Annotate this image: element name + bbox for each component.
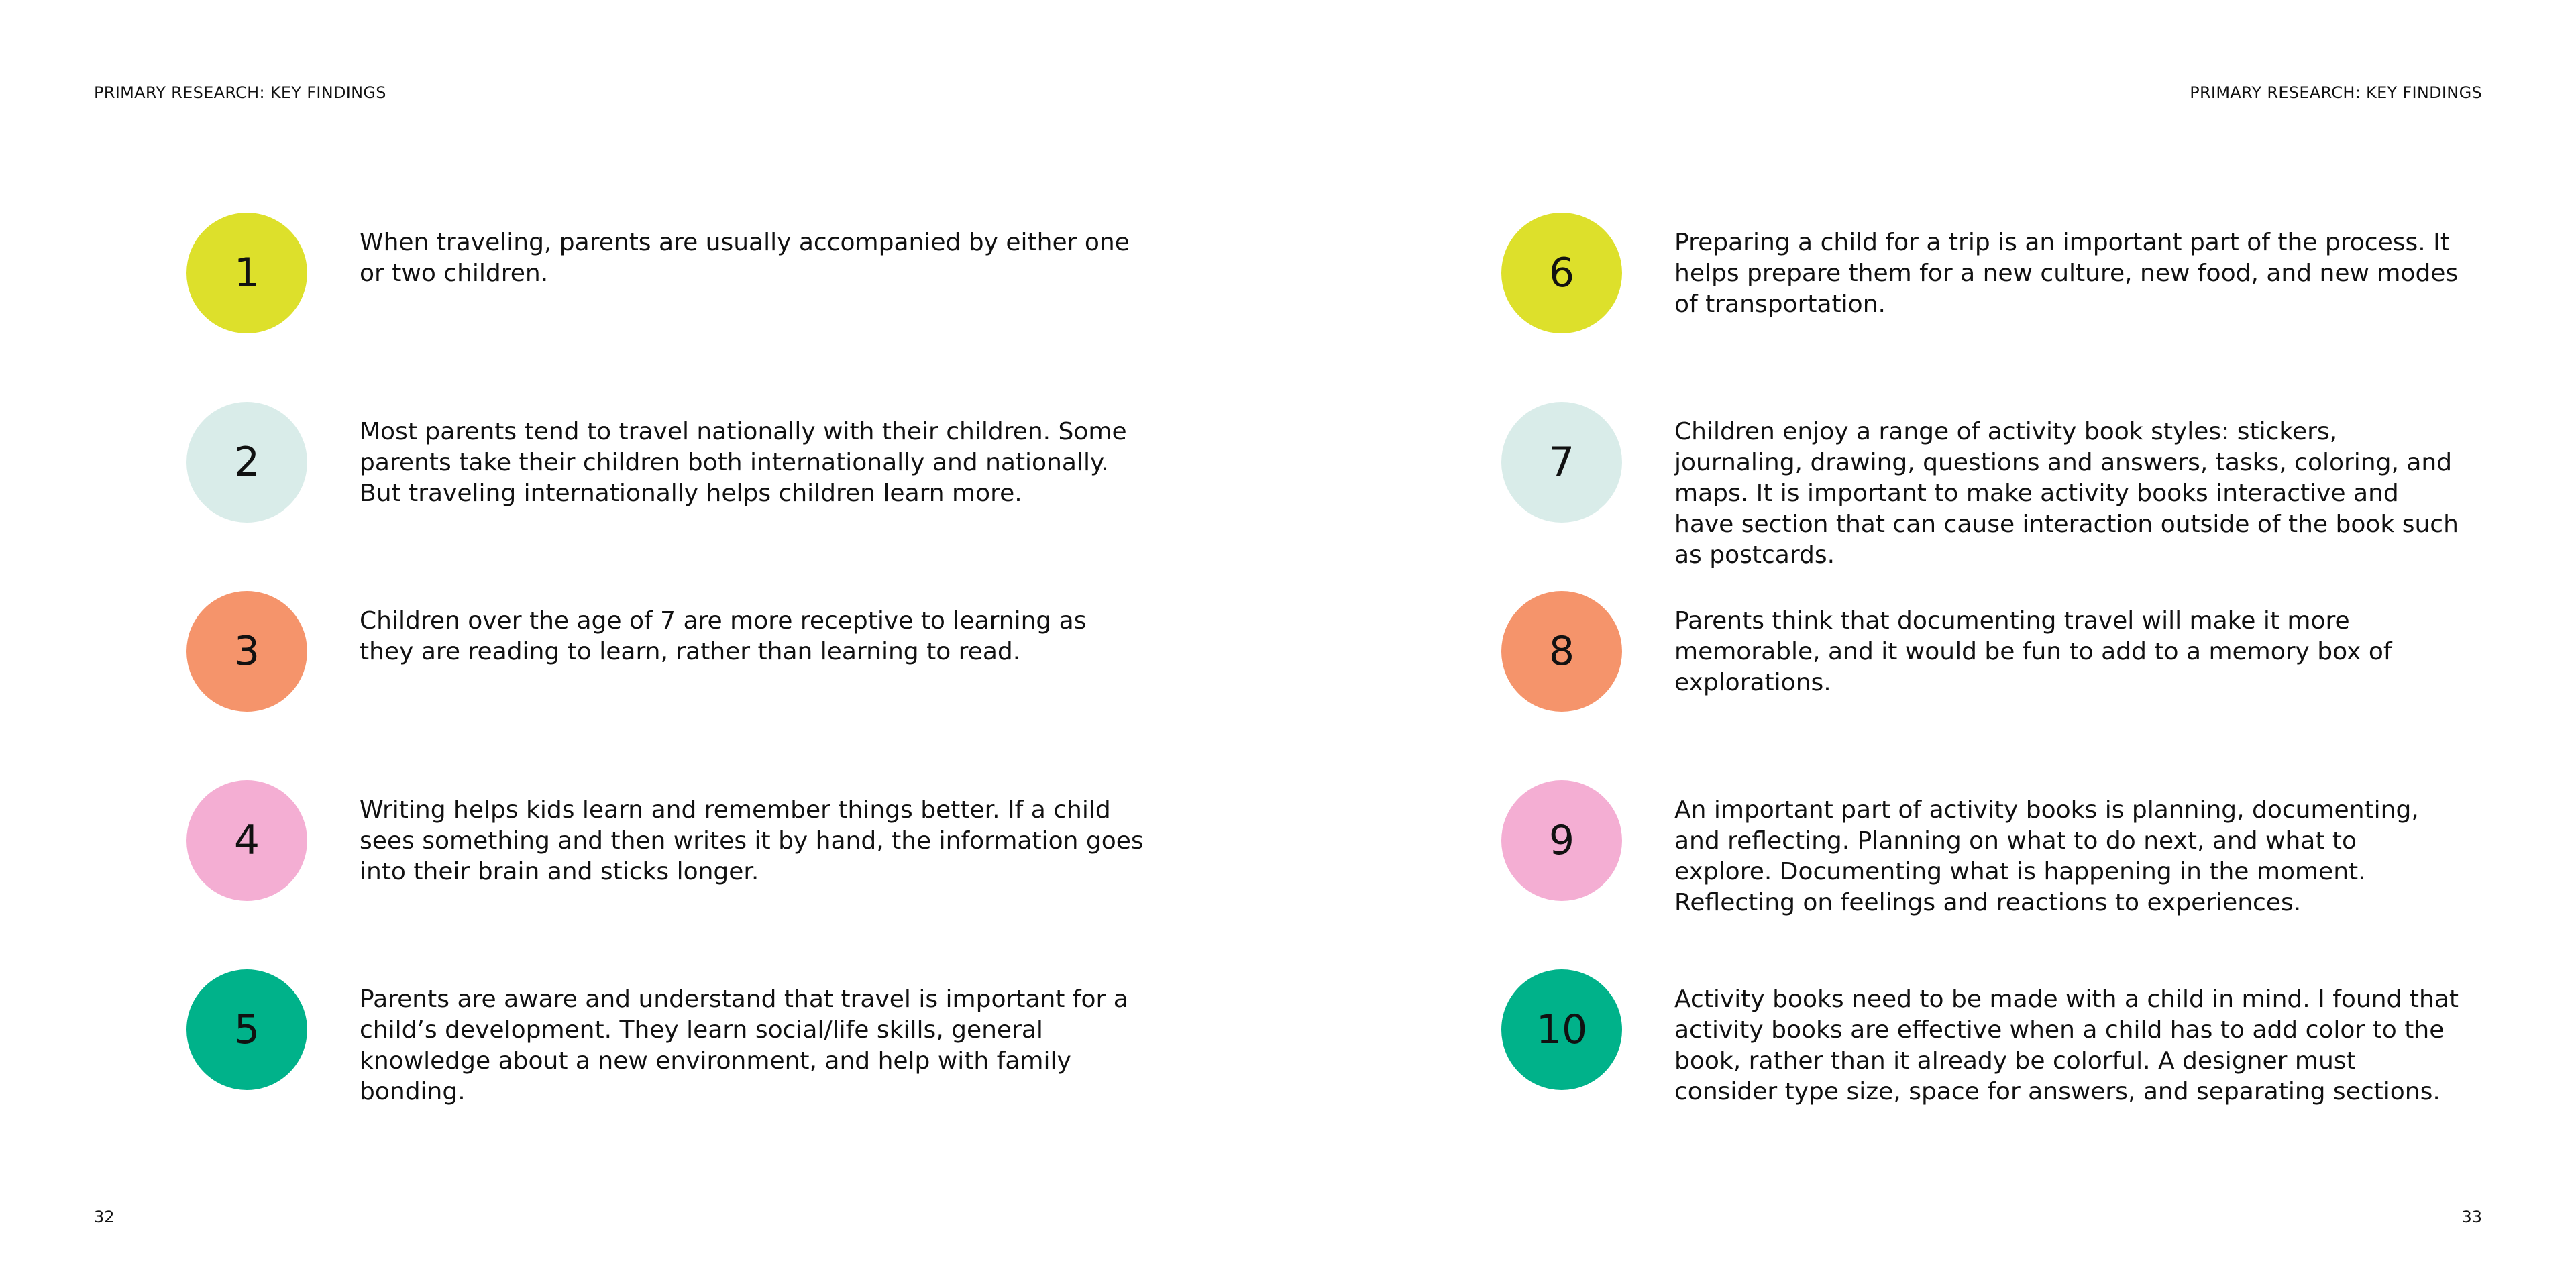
running-head: PRIMARY RESEARCH: KEY FINDINGS bbox=[94, 83, 386, 102]
finding-text: Writing helps kids learn and remember things better. If a child sees something and then writes it by hand, the information goes into their brain and sticks longer. bbox=[360, 796, 1144, 885]
page-number: 33 bbox=[2461, 1208, 2482, 1226]
finding-text: Children enjoy a range of activity book styles: stickers, journaling, drawing, questions and answers, tasks, coloring, and maps. It is important to make activity books interactive and have section that can cause interaction outside of the book such as postcards. bbox=[1674, 418, 2459, 569]
finding-number-circle: 9 bbox=[1501, 780, 1622, 901]
finding-number-circle: 10 bbox=[1501, 969, 1622, 1090]
finding-3 bbox=[186, 591, 1327, 725]
finding-number-circle: 2 bbox=[186, 402, 307, 523]
finding-text: Parents think that documenting travel will make it more memorable, and it would be fun to add to a memory box of explorations. bbox=[1674, 607, 2392, 696]
finding-number-circle: 8 bbox=[1501, 591, 1622, 712]
finding-number-circle: 7 bbox=[1501, 402, 1622, 523]
finding-9 bbox=[1501, 780, 2576, 914]
finding-number-circle: 1 bbox=[186, 213, 307, 333]
finding-text: Activity books need to be made with a child in mind. I found that activity books are effective when a child has to add color to the book, rather than it already be colorful. A designer must consider type size, space for answers, and separating sections. bbox=[1674, 985, 2459, 1106]
right-page bbox=[1288, 0, 2576, 1288]
finding-7 bbox=[1501, 402, 2576, 569]
running-head: PRIMARY RESEARCH: KEY FINDINGS bbox=[2190, 83, 2482, 102]
finding-5 bbox=[186, 969, 1327, 1104]
finding-number-circle: 3 bbox=[186, 591, 307, 712]
finding-text: Preparing a child for a trip is an important part of the process. It helps prepare them for a new culture, new food, and new modes of transportation. bbox=[1674, 229, 2459, 318]
finding-6 bbox=[1501, 213, 2576, 347]
finding-text: An important part of activity books is planning, documenting, and reflecting. Planning on what to do next, and what to explore. Documenting what is happening in the moment. Reflecting on feelings and reactions to experiences. bbox=[1674, 796, 2419, 916]
finding-number-circle: 5 bbox=[186, 969, 307, 1090]
finding-text: When traveling, parents are usually accompanied by either one or two children. bbox=[360, 229, 1130, 287]
page-number: 32 bbox=[94, 1208, 115, 1226]
finding-text: Children over the age of 7 are more receptive to learning as they are reading to learn, rather than learning to read. bbox=[360, 607, 1087, 665]
finding-1 bbox=[186, 213, 1327, 347]
finding-4 bbox=[186, 780, 1327, 914]
finding-text: Most parents tend to travel nationally with their children. Some parents take their children both internationally and nationally. But traveling internationally helps children learn more. bbox=[360, 418, 1127, 507]
finding-8 bbox=[1501, 591, 2576, 725]
finding-text: Parents are aware and understand that travel is important for a child’s development. They learn social/life skills, general knowledge about a new environment, and help with family bonding. bbox=[360, 985, 1128, 1106]
finding-10 bbox=[1501, 969, 2576, 1104]
finding-number-circle: 6 bbox=[1501, 213, 1622, 333]
finding-2 bbox=[186, 402, 1327, 536]
finding-number-circle: 4 bbox=[186, 780, 307, 901]
